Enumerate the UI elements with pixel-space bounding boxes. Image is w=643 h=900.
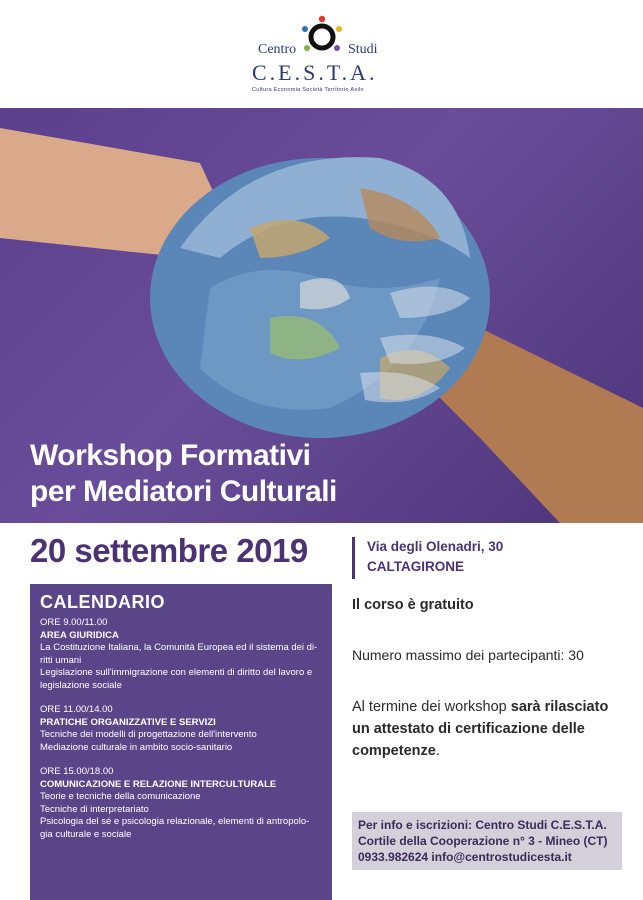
- slot-line: Mediazione culturale in ambito socio-sanitario: [40, 741, 233, 753]
- slot-line: Legislazione sull'immigrazione con elementi di diritto del lavoro e: [40, 667, 313, 678]
- cesta-logo: [248, 14, 398, 100]
- slot-line: Teorie e tecniche della comunicazione: [40, 791, 201, 802]
- event-date: 20 settembre 2019: [30, 532, 308, 569]
- slot-line: Psicologia del sé e psicologia relazionale, elementi di antropolo-: [40, 816, 310, 827]
- slot-time: ORE 15.00/18.00: [40, 766, 114, 777]
- slot-line: legislazione sociale: [40, 679, 122, 691]
- logo-figures-icon: [296, 14, 348, 58]
- cert-text-bold: sarà rilasciato un attestato di certificazione delle competenze: [352, 699, 609, 759]
- max-participants: Numero massimo dei partecipanti: 30: [352, 647, 584, 663]
- address-divider: [352, 537, 355, 579]
- title-line-1: Workshop Formativi: [30, 439, 311, 472]
- slot-line: ritti umani: [40, 654, 82, 666]
- page-title: [30, 438, 337, 510]
- logo-name: C.E.S.T.A.: [252, 60, 378, 85]
- slot-line: gia culturale e sociale: [40, 828, 132, 840]
- address-street: Via degli Olenadri, 30: [367, 539, 504, 554]
- slot-topic: AREA GIURIDICA: [40, 629, 119, 641]
- slot-line: La Costituzione Italiana, la Comunità Europea ed il sistema dei di-: [40, 642, 318, 653]
- slot-topic: COMUNICAZIONE E RELAZIONE INTERCULTURALE: [40, 778, 277, 790]
- cert-text-post: .: [435, 743, 440, 759]
- logo-tagline: Cultura Economia Società Territorio Asilo: [252, 87, 364, 93]
- title-line-2: per Mediatori Culturali: [30, 475, 337, 508]
- slot-topic: PRATICHE ORGANIZZATIVE E SERVIZI: [40, 716, 216, 728]
- slot-time: ORE 9.00/11.00: [40, 617, 108, 628]
- logo-word-centro: Centro: [258, 42, 297, 57]
- address-city: CALTAGIRONE: [367, 559, 464, 574]
- contact-line-1: Per info e iscrizioni: Centro Studi C.E.S.T.A.: [358, 818, 607, 832]
- free-course-note: Il corso è gratuito: [352, 597, 474, 613]
- calendar-title: CALENDARIO: [40, 592, 165, 612]
- cert-text-pre: Al termine dei workshop: [352, 699, 511, 715]
- contact-line-3: 0933.982624 info@centrostudicesta.it: [358, 850, 572, 864]
- contact-box: [352, 812, 622, 870]
- calendar-panel: [30, 584, 332, 900]
- hero-image: [0, 108, 643, 523]
- slot-line: Tecniche di interpretariato: [40, 803, 149, 815]
- event-address: [367, 537, 503, 577]
- certificate-note: [352, 696, 622, 762]
- logo-word-studi: Studi: [348, 42, 378, 57]
- calendar-slot: [40, 704, 322, 754]
- slot-time: ORE 11.00/14.00: [40, 704, 113, 715]
- calendar-slot: [40, 766, 322, 841]
- calendar-slot: [40, 617, 322, 692]
- contact-line-2: Cortile della Cooperazione n° 3 - Mineo (CT): [358, 834, 608, 848]
- slot-line: Tecniche dei modelli di progettazione dell'intervento: [40, 729, 257, 740]
